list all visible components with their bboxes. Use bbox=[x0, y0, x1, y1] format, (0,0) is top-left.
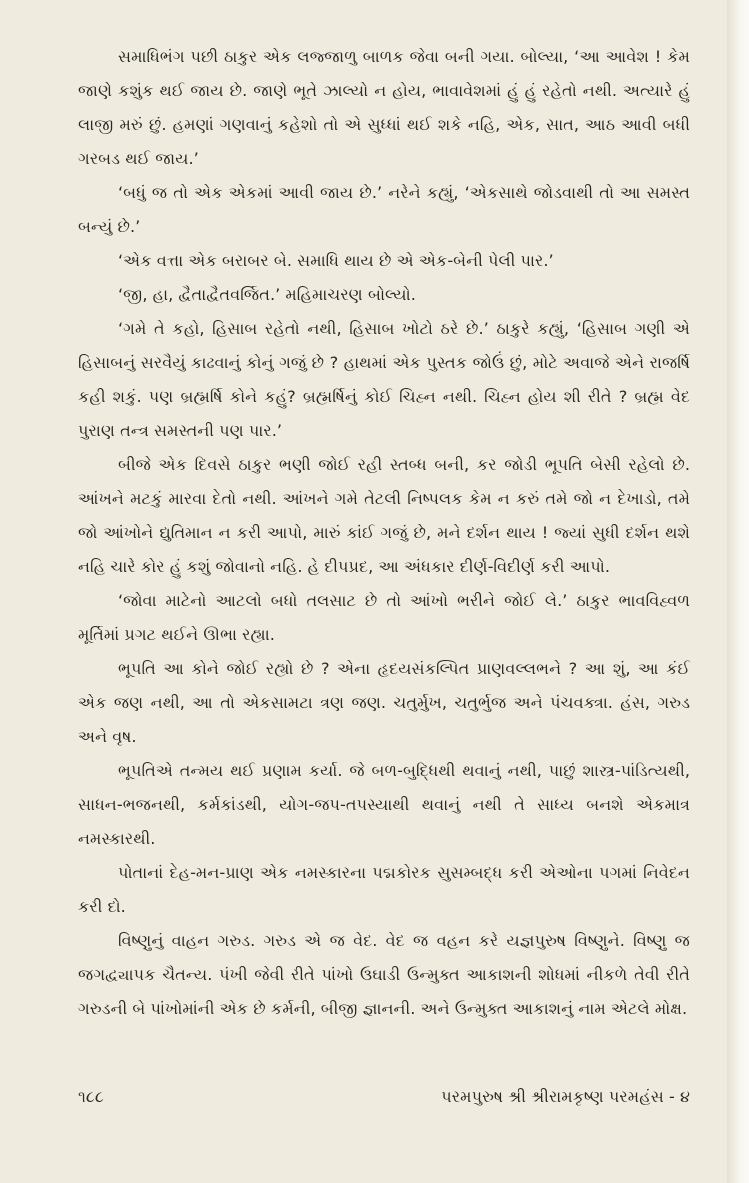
page-edge bbox=[727, 0, 749, 1183]
paragraph: ભૂપતિએ તન્મય થઈ પ્રણામ કર્યા. જે બળ-બુદ્ધિથી થવાનું નથી, પાછું શાસ્ત્ર-પાંડિત્યથી, સાધન-ભજનથી, કર્મકાંડથી, યોગ-જપ-તપસ્યાથી થવાનું નથી તે સાધ્ય બનશે એકમાત્ર નમસ્કારથી. bbox=[78, 761, 690, 848]
page-footer bbox=[78, 1080, 690, 1114]
paragraph: સમાધિભંગ પછી ઠાકુર એક લજ્જાળુ બાળક જેવા બની ગયા. બોલ્યા, ‘આ આવેશ ! કેમ જાણે કશુંક થઈ જાય છે. જાણે ભૂતે ઝાલ્યો ન હોય, ભાવાવેશમાં હું હું રહેતો નથી. અત્યારે હું લાજી મરું છું. હમણાં ગણવાનું કહેશો તો એ સુધ્ધાં થઈ શકે નહિ, એક, સાત, આઠ આવી બધી ગરબડ થઈ જાય.’ bbox=[78, 47, 690, 168]
paragraph: ‘એક વત્તા એક બરાબર બે. સમાધિ થાય છે એ એક-બેની પેલી પાર.’ bbox=[118, 251, 554, 270]
paragraph: પોતાનાં દેહ-મન-પ્રાણ એક નમસ્કારના પદ્મકોરક સુસમ્બદ્ધ કરી એઓના પગમાં નિવેદન કરી દો. bbox=[78, 863, 690, 916]
page-body bbox=[78, 40, 690, 1026]
paragraph: ‘જોવા માટેનો આટલો બધો તલસાટ છે તો આંખો ભરીને જોઈ લે.’ ઠાકુર ભાવવિહ્વળ મૂર્તિમાં પ્રગટ થઈને ઊભા રહ્યા. bbox=[78, 591, 690, 644]
page-number: ૧૮૮ bbox=[78, 1087, 104, 1106]
paragraph: ‘જી, હા, દ્વૈતાદ્વૈતવર્જિત.’ મહિમાચરણ બોલ્યો. bbox=[118, 285, 416, 304]
paragraph: ‘બધું જ તો એક એકમાં આવી જાય છે.’ નરેને કહ્યું, ‘એકસાથે જોડવાથી તો આ સમસ્ત બન્યું છે.’ bbox=[78, 183, 690, 236]
paragraph: ભૂપતિ આ કોને જોઈ રહ્યો છે ? એના હૃદયસંકલ્પિત પ્રાણવલ્લભને ? આ શું, આ કંઈ એક જણ નથી, આ તો એકસામટા ત્રણ જણ. ચતુર્મુખ, ચતુર્ભુજ અને પંચવક્ત્રા. હંસ, ગરુડ અને વૃષ. bbox=[78, 659, 690, 746]
paragraph: બીજે એક દિવસે ઠાકુર ભણી જોઈ રહી સ્તબ્ધ બની, કર જોડી ભૂપતિ બેસી રહેલો છે. આંખને મટકું મારવા દેતો નથી. આંખને ગમે તેટલી નિષ્પલક કેમ ન કરું તમે જો ન દેખાડો, તમે જો આંખોને દ્યુતિમાન ન કરી આપો, મારું કાંઈ ગજું છે, મને દર્શન થાય ! જ્યાં સુધી દર્શન થશે નહિ ચારે કોર હું કશું જોવાનો નહિ. હે દીપપ્રદ, આ અંધકાર દીર્ણ-વિદીર્ણ કરી આપો. bbox=[78, 455, 690, 576]
paragraph: ‘ગમે તે કહો, હિસાબ રહેતો નથી, હિસાબ ખોટો ઠરે છે.’ ઠાકુરે કહ્યું, ‘હિસાબ ગણી એ હિસાબનું સરવૈયું કાઢવાનું કોનું ગજું છે ? હાથમાં એક પુસ્તક જોઉં છું, મોટે અવાજે એને રાજર્ષિ કહી શકું. પણ બ્રહ્મર્ષિ કોને કહું? બ્રહ્મર્ષિનું કોઈ ચિહ્ન નથી. ચિહ્ન હોય શી રીતે ? બ્રહ્મ વેદ પુરાણ તન્ત્ર સમસ્તની પણ પાર.’ bbox=[78, 319, 690, 440]
running-head: પરમપુરુષ શ્રી શ્રીરામકૃષ્ણ પરમહંસ - ૪ bbox=[441, 1087, 690, 1106]
paragraph: વિષ્ણુનું વાહન ગરુડ. ગરુડ એ જ વેદ. વેદ જ વહન કરે યજ્ઞપુરુષ વિષ્ણુને. વિષ્ણુ જ જગદ્વ્યાપક ચૈતન્ય. પંખી જેવી રીતે પાંખો ઉઘાડી ઉન્મુક્ત આકાશની શોધમાં નીકળે તેવી રીતે ગરુડની બે પાંખોમાંની એક છે કર્મની, બીજી જ્ઞાનની. અને ઉન્મુક્ત આકાશનું નામ એટલે મોક્ષ. bbox=[78, 931, 690, 1018]
